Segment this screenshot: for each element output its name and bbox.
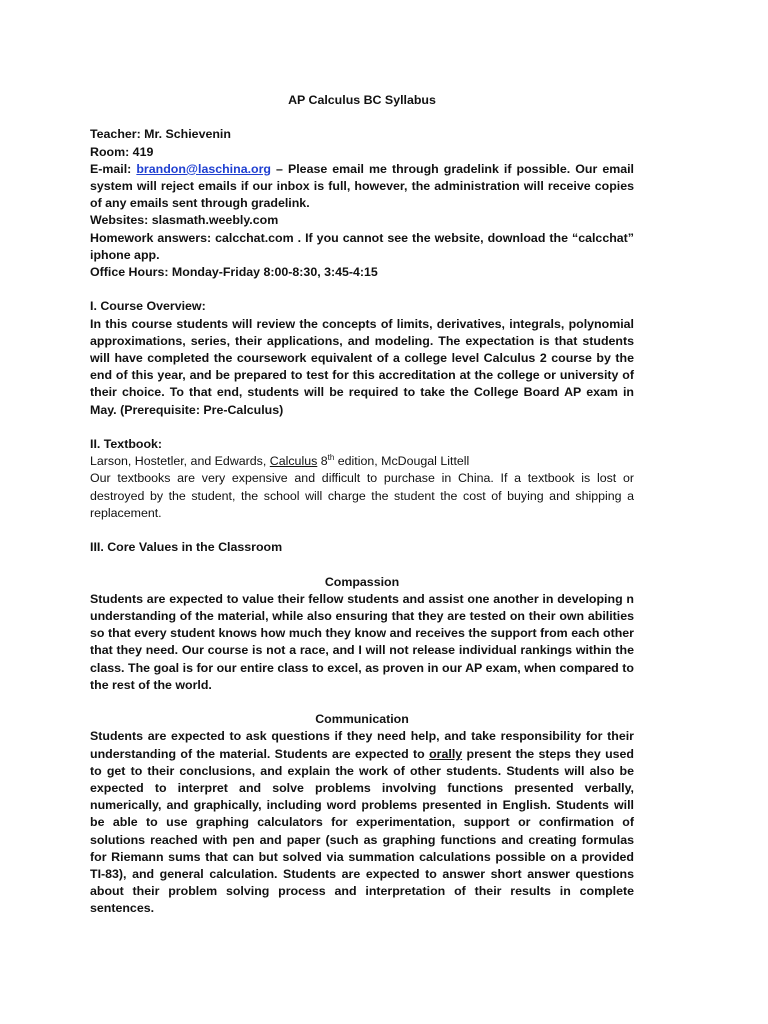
email-link[interactable]: brandon@laschina.org — [136, 161, 271, 176]
spacer — [90, 694, 634, 711]
communication-heading: Communication — [315, 712, 409, 727]
homework-line: Homework answers: calcchat.com . If you cannot see the website, download the “calcchat” iphone app. — [90, 230, 634, 262]
communication-body — [90, 728, 634, 917]
room-line: Room: 419 — [90, 144, 154, 159]
core-values-heading: III. Core Values in the Classroom — [90, 540, 283, 555]
communication-body-end: present the steps they used to get to their conclusions, and explain the work of other students. Students will also be expected to interpret and solve problems involving functions presented verbally, numerically, and graphically, including word problems presented in English. Students will be able to use graphing calculators for experimentation, support or confirmation of solutions reached with pen and paper (such as graphing functions and creating formulas for Riemann sums that can but solved via summation calculations possible on a provided TI-83), and general calculation. Students are expected to answer short answer questions about their problem solving process and interpretation of their results in complete sentences. — [90, 746, 634, 916]
textbook-heading: II. Textbook: — [90, 437, 163, 452]
overview-heading: I. Course Overview: — [90, 299, 206, 314]
compassion-heading: Compassion — [324, 574, 400, 589]
email-paragraph — [90, 161, 634, 213]
spacer — [90, 556, 634, 573]
spacer — [90, 419, 634, 436]
textbook-edition-suffix: th — [327, 453, 335, 463]
page-title: AP Calculus BC Syllabus — [288, 93, 436, 107]
overview-body: In this course students will review the concepts of limits, derivatives, integrals, polynomial approximations, series, their applications, and modeling. The expectation is that students will have completed the coursework equivalent of a college level Calculus 2 course by the end of this year, and be prepared to test for this accreditation at the college or university of their choice. To that end, students will be required to take the College Board AP exam in May. (Prerequisite: Pre-Calculus) — [90, 316, 634, 417]
textbook-title: Calculus — [269, 454, 318, 469]
teacher-line: Teacher: Mr. Schievenin — [90, 127, 231, 142]
textbook-body: Our textbooks are very expensive and difficult to purchase in China. If a textbook is lost or destroyed by the student, the school will charge the student the cost of buying and shipping a replacement. — [90, 471, 634, 520]
communication-underlined-word: orally — [429, 746, 463, 761]
spacer — [90, 109, 634, 126]
textbook-citation — [90, 453, 634, 470]
compassion-body: Students are expected to value their fellow students and assist one another in developing n understanding of the material, while also ensuring that they are tested on their own abilities so that every student knows how much they know and receives the support from each other that they need. Our course is not a race, and I will not release individual rankings within the class. The goal is for our entire class to excel, as proven in our AP exam, when compared to the rest of the world. — [90, 591, 634, 692]
textbook-edition-rest: edition, McDougal Littell — [334, 454, 470, 469]
email-note: – Please email me through gradelink if possible. Our email system will reject emails if our inbox is full, however, the administration will receive copies of any emails sent through gradelink. — [90, 161, 634, 211]
syllabus-page — [90, 92, 634, 918]
spacer — [90, 281, 634, 298]
textbook-edition-number: 8 — [317, 454, 328, 469]
office-hours-line: Office Hours: Monday-Friday 8:00-8:30, 3:45-4:15 — [90, 265, 378, 280]
email-label: E-mail: — [90, 161, 137, 176]
textbook-authors: Larson, Hostetler, and Edwards, — [90, 454, 270, 469]
websites-line: Websites: slasmath.weebly.com — [90, 213, 279, 228]
communication-body-start: Students are expected to ask questions if they need help, and take responsibility for their understanding of the material. Students are expected to — [90, 729, 634, 761]
spacer — [90, 522, 634, 539]
